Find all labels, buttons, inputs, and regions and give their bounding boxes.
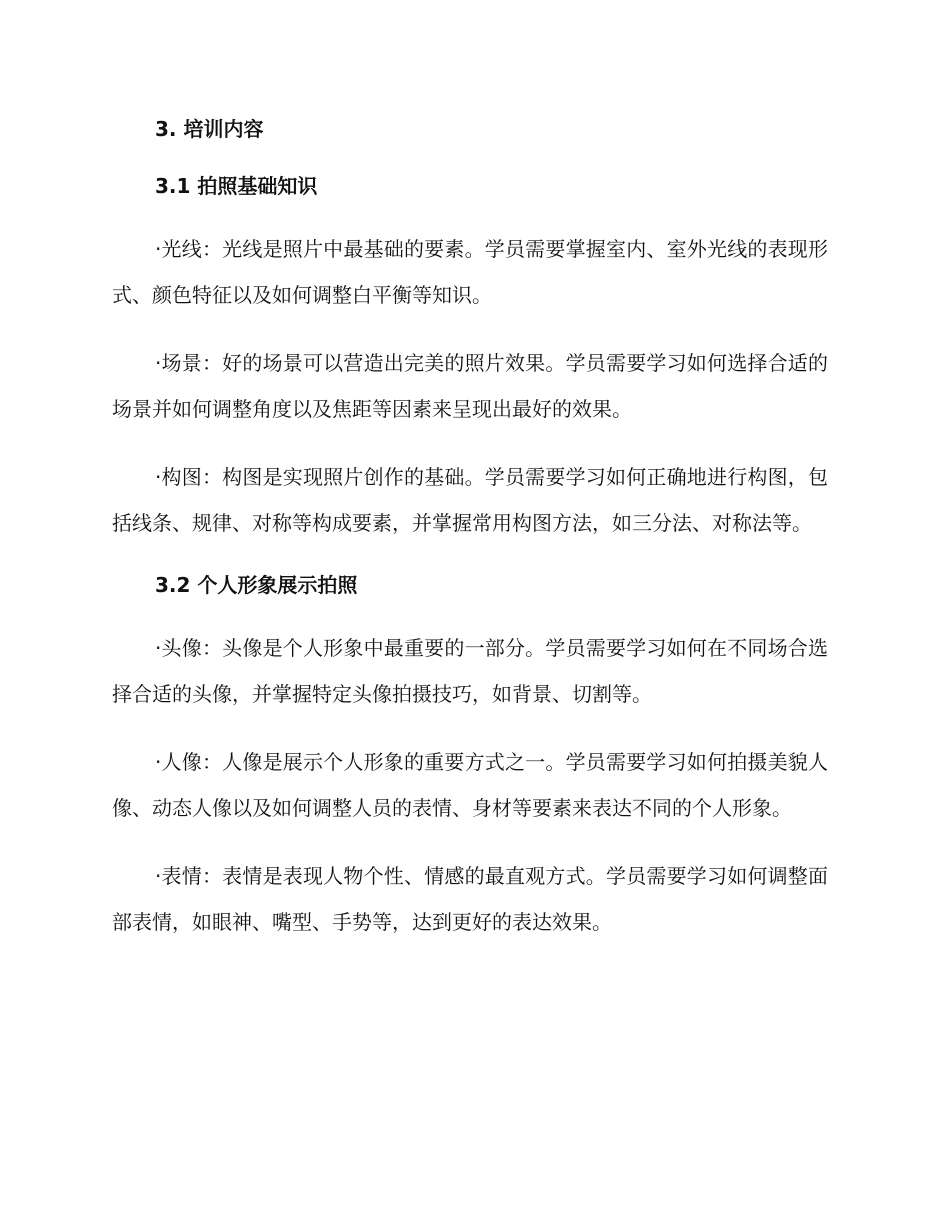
bullet-point: ·	[155, 237, 162, 261]
subsection-title: 3.1 拍照基础知识	[155, 174, 318, 198]
bullet-point: ·	[155, 636, 162, 660]
list-item	[112, 739, 828, 831]
subsection-title: 3.2 个人形象展示拍照	[155, 573, 358, 597]
bullet-point: ·	[155, 864, 162, 888]
subsection-personal-image	[112, 568, 828, 945]
document-body	[112, 112, 828, 967]
bullet-point: ·	[155, 465, 162, 489]
bullet-point: ·	[155, 750, 162, 774]
section-title: 3. 培训内容	[155, 117, 264, 141]
list-item-text: 构图：构图是实现照片创作的基础。学员需要学习如何正确地进行构图，包括线条、规律、对称等构成要素，并掌握常用构图方法，如三分法、对称法等。	[112, 465, 828, 535]
list-item-text: 场景：好的场景可以营造出完美的照片效果。学员需要学习如何选择合适的场景并如何调整角度以及焦距等因素来呈现出最好的效果。	[112, 351, 828, 421]
list-item	[112, 340, 828, 432]
list-item	[112, 226, 828, 318]
list-item	[112, 454, 828, 546]
list-item-text: 头像：头像是个人形象中最重要的一部分。学员需要学习如何在不同场合选择合适的头像，并掌握特定头像拍摄技巧，如背景、切割等。	[112, 636, 828, 706]
list-item-text: 人像：人像是展示个人形象的重要方式之一。学员需要学习如何拍摄美貌人像、动态人像以及如何调整人员的表情、身材等要素来表达不同的个人形象。	[112, 750, 828, 820]
list-item	[112, 853, 828, 945]
bullet-point: ·	[155, 351, 162, 375]
list-item-text: 表情：表情是表现人物个性、情感的最直观方式。学员需要学习如何调整面部表情，如眼神、嘴型、手势等，达到更好的表达效果。	[112, 864, 828, 934]
list-item-text: 光线：光线是照片中最基础的要素。学员需要掌握室内、室外光线的表现形式、颜色特征以及如何调整白平衡等知识。	[112, 237, 828, 307]
list-item	[112, 625, 828, 717]
subsection-photo-basics	[112, 169, 828, 546]
